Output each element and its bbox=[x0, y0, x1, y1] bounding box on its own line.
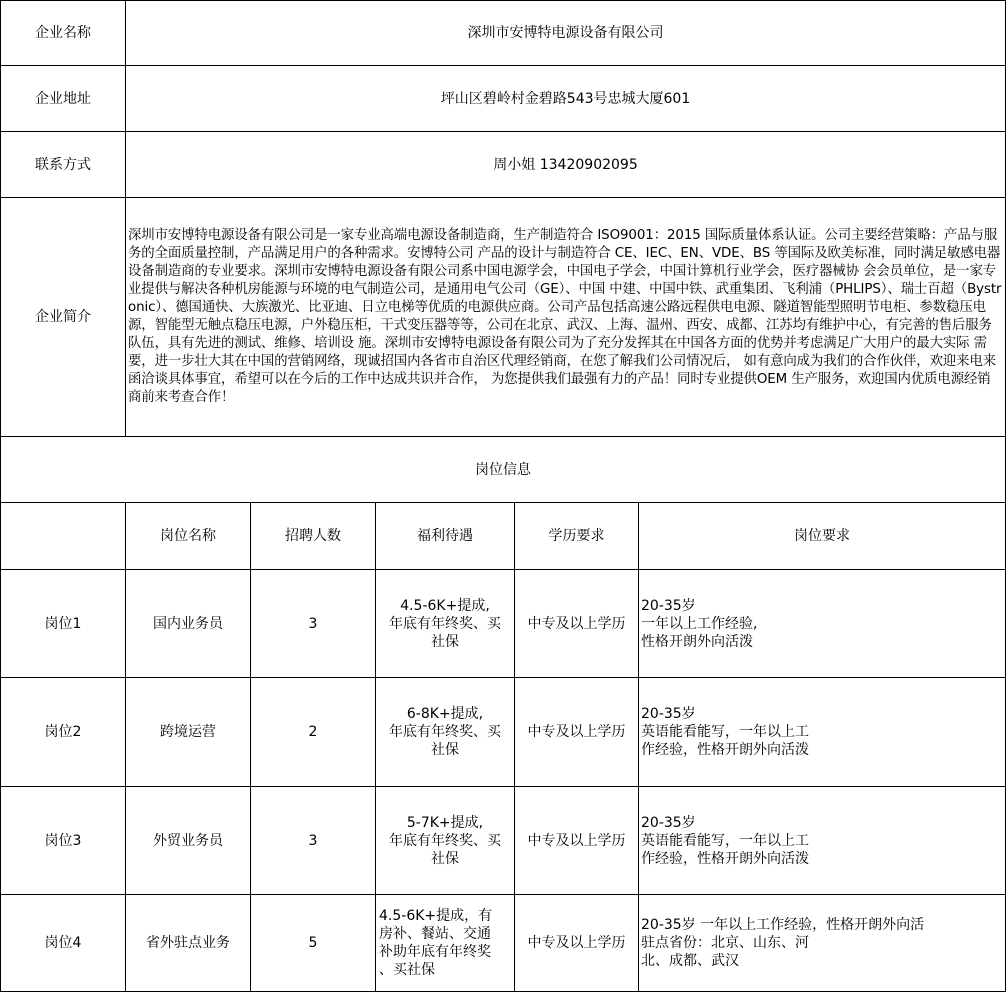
company-intro-row bbox=[1, 198, 1006, 437]
job-welfare: 5-7K+提成, 年底有年终奖、买 社保 bbox=[376, 787, 515, 895]
jobs-header-row bbox=[1, 503, 1006, 570]
job-headcount: 3 bbox=[251, 570, 376, 678]
company-name-label: 企业名称 bbox=[1, 1, 126, 66]
job-row bbox=[1, 678, 1006, 787]
job-headcount: 2 bbox=[251, 678, 376, 787]
job-welfare: 4.5-6K+提成，有 房补、餐站、交通 补助年底有年终奖 、买社保 bbox=[376, 895, 515, 992]
company-contact-row bbox=[1, 132, 1006, 198]
job-requirements: 20-35岁 一年以上工作经验, 性格开朗外向活泼 bbox=[639, 570, 1006, 678]
company-address-label: 企业地址 bbox=[1, 66, 126, 132]
job-row bbox=[1, 895, 1006, 992]
job-title: 国内业务员 bbox=[126, 570, 251, 678]
jobs-header-empty bbox=[1, 503, 126, 570]
header-education: 学历要求 bbox=[515, 503, 639, 570]
job-id: 岗位3 bbox=[1, 787, 126, 895]
job-education: 中专及以上学历 bbox=[515, 678, 639, 787]
company-address-row bbox=[1, 66, 1006, 132]
header-requirements: 岗位要求 bbox=[639, 503, 1006, 570]
company-contact-label: 联系方式 bbox=[1, 132, 126, 198]
job-id: 岗位1 bbox=[1, 570, 126, 678]
company-contact-value: 周小姐 13420902095 bbox=[126, 132, 1006, 198]
company-name-value: 深圳市安博特电源设备有限公司 bbox=[126, 1, 1006, 66]
header-welfare: 福利待遇 bbox=[376, 503, 515, 570]
job-requirements: 20-35岁 英语能看能写，一年以上工 作经验，性格开朗外向活泼 bbox=[639, 787, 1006, 895]
job-requirements: 20-35岁 英语能看能写，一年以上工 作经验，性格开朗外向活泼 bbox=[639, 678, 1006, 787]
header-headcount: 招聘人数 bbox=[251, 503, 376, 570]
jobs-section-row bbox=[1, 437, 1006, 503]
job-headcount: 5 bbox=[251, 895, 376, 992]
job-row bbox=[1, 570, 1006, 678]
company-address-value: 坪山区碧岭村金碧路543号忠城大厦601 bbox=[126, 66, 1006, 132]
job-id: 岗位4 bbox=[1, 895, 126, 992]
job-education: 中专及以上学历 bbox=[515, 787, 639, 895]
job-title: 省外驻点业务 bbox=[126, 895, 251, 992]
job-welfare: 4.5-6K+提成, 年底有年终奖、买 社保 bbox=[376, 570, 515, 678]
job-education: 中专及以上学历 bbox=[515, 570, 639, 678]
company-intro-text: 深圳市安博特电源设备有限公司是一家专业高端电源设备制造商，生产制造符合 ISO9001：2015 国际质量体系认证。公司主要经营策略：产品与服务的全面质量控制，产品满足用户的各种需求。安博特公司 产品的设计与制造符合 CE、IEC、EN、VDE、BS 等国际及欧美标准，同时满足敏感电器设备制造商的专业要求。深圳市安博特电源设备有限公司系中国电源学会，中国电子学会，中国计算机行业学会，医疗器械协 会会员单位，是一家专业提供与解决各种机房能源与环境的电气制造公司，是通用电气公司（GE）、中国 中建、中国中铁、武重集团、飞利浦（PHLIPS）、瑞士百超（Bystronic）、德国通快、大族激光、比亚迪、日立电梯等优质的电源供应商。公司产品包括高速公路远程供电电源、隧道智能型照明节电柜、参数稳压电源，智能型无触点稳压电源，户外稳压柜，干式变压器等等，公司在北京、武汉、上海、温州、西安、成都、江苏均有维护中心，有完善的售后服务队伍，具有先进的测试、维修、培训设 施。深圳市安博特电源设备有限公司为了充分发挥其在中国各方面的优势并考虑满足广大用户的最大实际 需要，进一步壮大其在中国的营销网络，现诚招国内各省市自治区代理经销商，在您了解我们公司情况后， 如有意向成为我们的合作伙伴，欢迎来电来函洽谈具体事宜，希望可以在今后的工作中达成共识并合作， 为您提供我们最强有力的产品！同时专业提供OEM 生产服务，欢迎国内优质电源经销商前来考查合作！ bbox=[126, 198, 1006, 437]
job-id: 岗位2 bbox=[1, 678, 126, 787]
job-requirements: 20-35岁 一年以上工作经验，性格开朗外向活 驻点省份：北京、山东、河 北、成都、武汉 bbox=[639, 895, 1006, 992]
job-welfare: 6-8K+提成, 年底有年终奖、买 社保 bbox=[376, 678, 515, 787]
company-intro-label: 企业简介 bbox=[1, 198, 126, 437]
job-headcount: 3 bbox=[251, 787, 376, 895]
company-name-row bbox=[1, 1, 1006, 66]
jobs-section-title: 岗位信息 bbox=[1, 437, 1006, 503]
job-education: 中专及以上学历 bbox=[515, 895, 639, 992]
header-job-title: 岗位名称 bbox=[126, 503, 251, 570]
job-title: 跨境运营 bbox=[126, 678, 251, 787]
job-row bbox=[1, 787, 1006, 895]
job-title: 外贸业务员 bbox=[126, 787, 251, 895]
